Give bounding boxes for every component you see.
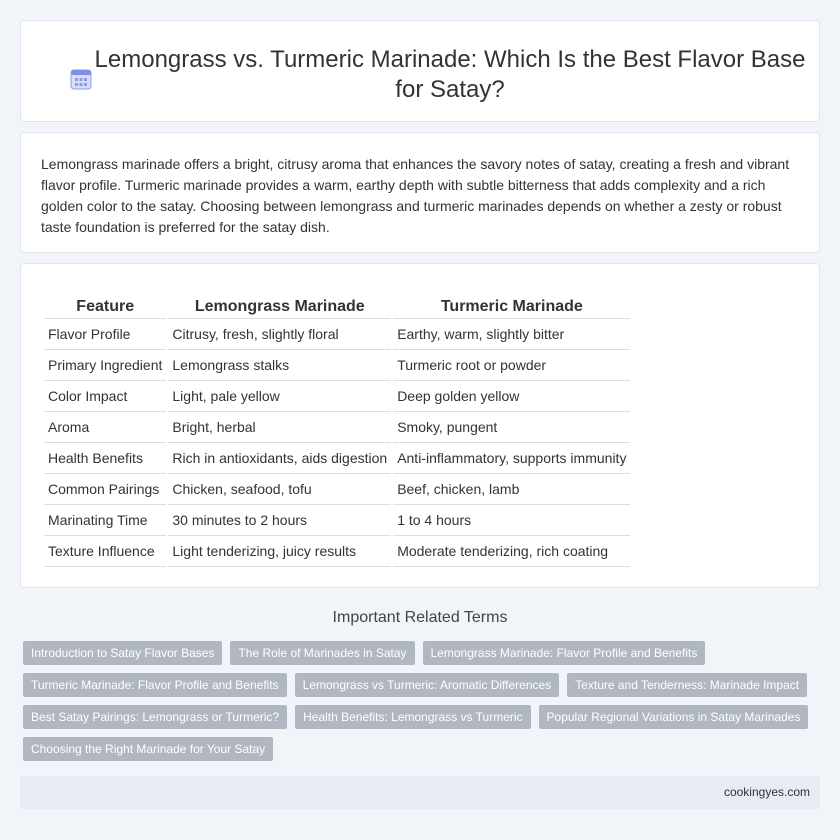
table-row bbox=[44, 350, 630, 381]
related-term-tag[interactable]: Choosing the Right Marinade for Your Satay bbox=[23, 737, 273, 761]
page-title: Lemongrass vs. Turmeric Marinade: Which Is the Best Flavor Base for Satay? bbox=[94, 46, 806, 103]
table-cell: Common Pairings bbox=[44, 474, 166, 505]
table-cell: Anti-inflammatory, supports immunity bbox=[393, 443, 630, 474]
table-cell: Chicken, seafood, tofu bbox=[168, 474, 391, 505]
related-term-tag[interactable]: Best Satay Pairings: Lemongrass or Turmeric? bbox=[23, 705, 287, 729]
related-term-tag[interactable]: Popular Regional Variations in Satay Marinades bbox=[539, 705, 809, 729]
table-cell: Light, pale yellow bbox=[168, 381, 391, 412]
table-row bbox=[44, 412, 630, 443]
table-cell: Primary Ingredient bbox=[44, 350, 166, 381]
table-cell: Aroma bbox=[44, 412, 166, 443]
table-cell: Marinating Time bbox=[44, 505, 166, 536]
table-cell: Earthy, warm, slightly bitter bbox=[393, 319, 630, 350]
table-cell: Deep golden yellow bbox=[393, 381, 630, 412]
table-header-row bbox=[44, 295, 630, 319]
table-row bbox=[44, 505, 630, 536]
table-cell: Color Impact bbox=[44, 381, 166, 412]
table-cell: 30 minutes to 2 hours bbox=[168, 505, 391, 536]
related-terms-heading: Important Related Terms bbox=[332, 609, 508, 626]
calendar-icon bbox=[69, 67, 93, 91]
table-cell: Bright, herbal bbox=[168, 412, 391, 443]
table-cell: Light tenderizing, juicy results bbox=[168, 536, 391, 567]
table-cell: Health Benefits bbox=[44, 443, 166, 474]
column-header: Feature bbox=[44, 295, 166, 319]
comparison-table bbox=[42, 295, 632, 567]
related-term-tag[interactable]: Lemongrass Marinade: Flavor Profile and Benefits bbox=[423, 641, 706, 665]
site-name[interactable]: cookingyes.com bbox=[723, 785, 810, 799]
table-row bbox=[44, 474, 630, 505]
table-cell: Turmeric root or powder bbox=[393, 350, 630, 381]
table-row bbox=[44, 319, 630, 350]
table-cell: Beef, chicken, lamb bbox=[393, 474, 630, 505]
intro-card bbox=[20, 132, 820, 253]
table-cell: Texture Influence bbox=[44, 536, 166, 567]
related-term-tag[interactable]: Turmeric Marinade: Flavor Profile and Benefits bbox=[23, 673, 287, 697]
table-cell: 1 to 4 hours bbox=[393, 505, 630, 536]
table-cell: Smoky, pungent bbox=[393, 412, 630, 443]
related-term-tag[interactable]: Introduction to Satay Flavor Bases bbox=[23, 641, 222, 665]
intro-paragraph: Lemongrass marinade offers a bright, citrusy aroma that enhances the savory notes of satay, creating a fresh and vibrant flavor profile. Turmeric marinade provides a warm, earthy depth with subtle bitterness that adds complexity and a rich golden color to the satay. Choosing between lemongrass and turmeric marinades depends on whether a zesty or robust taste foundation is preferred for the satay dish. bbox=[41, 156, 790, 235]
footer bbox=[20, 776, 820, 809]
column-header: Lemongrass Marinade bbox=[168, 295, 391, 319]
table-row bbox=[44, 443, 630, 474]
header-card bbox=[20, 20, 820, 122]
column-header: Turmeric Marinade bbox=[393, 295, 630, 319]
table-cell: Flavor Profile bbox=[44, 319, 166, 350]
related-term-tag[interactable]: Texture and Tenderness: Marinade Impact bbox=[567, 673, 807, 697]
related-terms-list bbox=[23, 641, 823, 761]
table-cell: Moderate tenderizing, rich coating bbox=[393, 536, 630, 567]
table-cell: Rich in antioxidants, aids digestion bbox=[168, 443, 391, 474]
comparison-card bbox=[20, 263, 820, 588]
related-term-tag[interactable]: Lemongrass vs Turmeric: Aromatic Differences bbox=[295, 673, 560, 697]
table-cell: Lemongrass stalks bbox=[168, 350, 391, 381]
table-cell: Citrusy, fresh, slightly floral bbox=[168, 319, 391, 350]
table-row bbox=[44, 381, 630, 412]
table-row bbox=[44, 536, 630, 567]
related-term-tag[interactable]: The Role of Marinades in Satay bbox=[230, 641, 414, 665]
related-term-tag[interactable]: Health Benefits: Lemongrass vs Turmeric bbox=[295, 705, 530, 729]
